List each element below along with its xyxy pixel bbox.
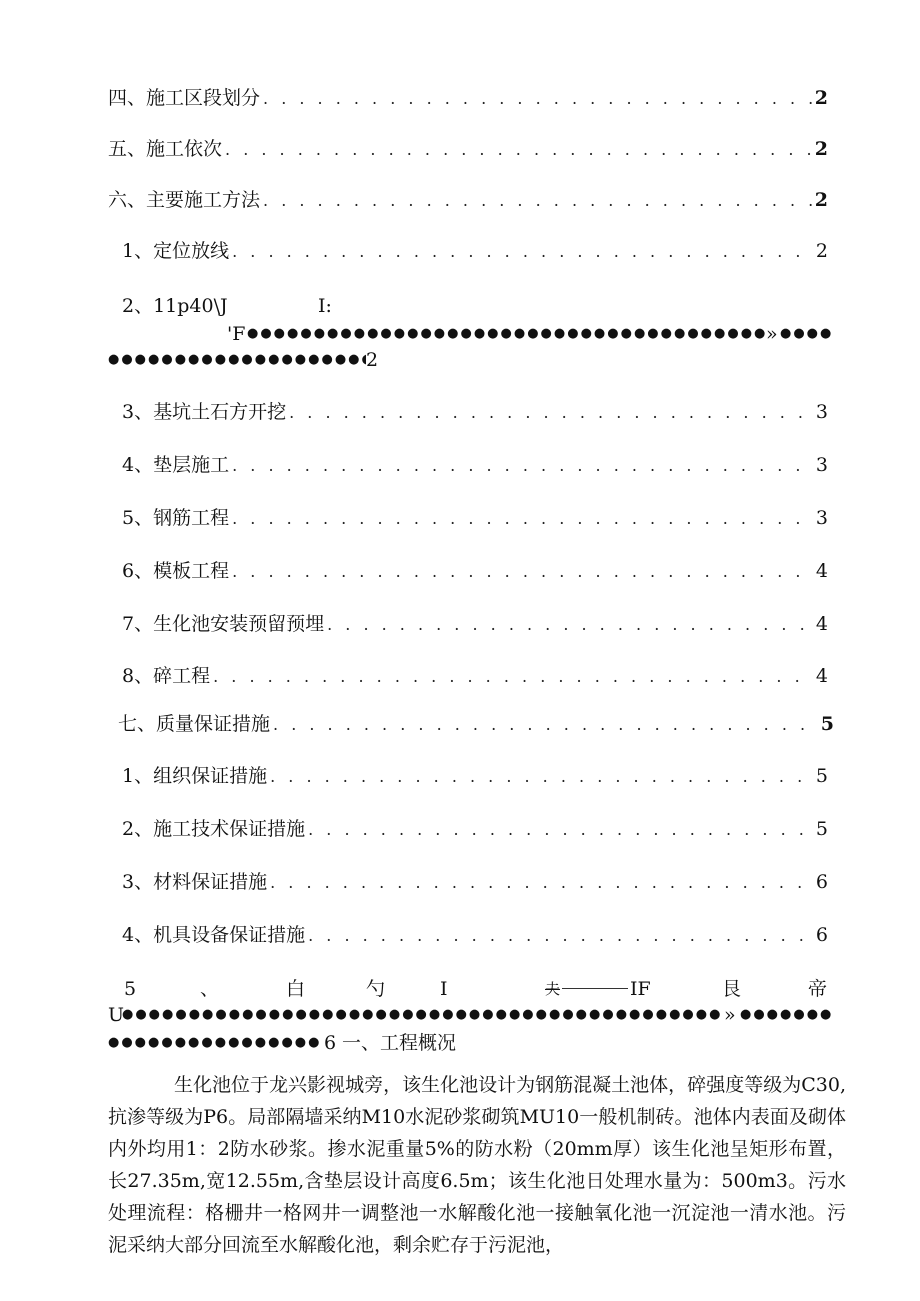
section-heading: 一、工程概况 — [342, 1032, 457, 1054]
toc-title: 3、材料保证措施 — [122, 871, 268, 893]
garbled-char: 帝 — [808, 978, 828, 1000]
bullet-leader — [122, 1005, 722, 1025]
dot-leader — [289, 400, 814, 426]
toc-entry-section-6[interactable] — [108, 187, 828, 214]
toc-title: 1、定位放线 — [122, 240, 230, 262]
toc-title: 1、组织保证措施 — [122, 765, 268, 787]
dot-leader — [270, 870, 814, 896]
toc-title: 8、碎工程 — [122, 665, 211, 687]
bullet-leader — [108, 350, 366, 370]
toc-page-number: 5 — [815, 818, 828, 840]
garbled-char: 5 — [124, 978, 137, 1000]
bullet-leader — [740, 1005, 832, 1025]
dot-leader — [308, 923, 814, 949]
toc-page-number: 3 — [815, 507, 828, 529]
toc-page-number: 2 — [814, 138, 828, 160]
toc-page-number: 2 — [814, 87, 828, 109]
toc-entry-6-2-mark: » — [766, 323, 778, 345]
dot-leader — [270, 764, 814, 790]
toc-page-number: 4 — [815, 613, 828, 635]
bullet-leader — [247, 324, 767, 344]
toc-page-number: 4 — [815, 665, 828, 687]
toc-page-number: 2 — [815, 240, 828, 262]
toc-title: 七、质量保证措施 — [118, 713, 271, 735]
toc-entry-6-1[interactable] — [122, 238, 828, 265]
toc-title: 6、模板工程 — [122, 560, 230, 582]
bullet-leader — [108, 1033, 320, 1053]
garbled-char: 白 — [286, 978, 306, 1000]
toc-entry-6-4[interactable] — [122, 452, 828, 479]
toc-title: 四、施工区段划分 — [108, 87, 261, 109]
dot-leader — [263, 188, 813, 214]
garbled-char: I — [440, 978, 448, 1000]
toc-entry-6-2-line2-prefix: 'F — [227, 323, 246, 345]
toc-title: 4、垫层施工 — [122, 454, 230, 476]
toc-title: 五、施工依次 — [108, 138, 223, 160]
dot-leader — [327, 612, 814, 638]
toc-entry-section-5[interactable] — [108, 136, 828, 163]
strike-line — [562, 988, 628, 989]
dot-leader — [263, 86, 813, 112]
garbled-char: 、 — [200, 978, 220, 1000]
dot-leader — [308, 817, 814, 843]
toc-entry-section-7[interactable] — [118, 711, 834, 738]
toc-entry-6-3[interactable] — [122, 399, 828, 426]
dot-leader — [232, 239, 814, 265]
dot-leader — [232, 559, 814, 585]
toc-entry-section-4[interactable] — [108, 85, 828, 112]
toc-entry-7-1[interactable] — [122, 763, 828, 790]
toc-entry-7-5-line2-prefix: U — [108, 1004, 125, 1026]
toc-entry-7-2[interactable] — [122, 816, 828, 843]
toc-entry-6-2-line1-fragment: I: — [318, 295, 332, 317]
dot-leader — [232, 453, 814, 479]
toc-title: 3、基坑土石方开挖 — [122, 401, 287, 423]
toc-page-number: 5 — [820, 713, 834, 735]
toc-page-number: 3 — [815, 454, 828, 476]
paragraph-text: 生化池位于龙兴影视城旁，该生化池设计为钢筋混凝土池体，碎强度等级为C30,抗渗等级为P6。局部隔墙采纳M10水泥砂浆砌筑MU10一般机制砖。池体内表面及砌体内外均用1：2防水砂浆。掺水泥重量5%的防水粉（20mm厚）该生化池呈矩形布置，长27.35m,宽12.55m,含垫层设计高度6.5m；该生化池日处理水量为：500m3。污水处理流程：格栅井一格网井一调整池一水解酸化池一接触氧化池一沉淀池一清水池。污泥采纳大部分回流至水解酸化池，剩余贮存于污泥池， — [108, 1074, 846, 1256]
toc-title: 2、施工技术保证措施 — [122, 818, 306, 840]
toc-entry-6-7[interactable] — [122, 611, 828, 638]
garbled-char: 勺 — [366, 978, 386, 1000]
toc-title: 5、钢筋工程 — [122, 507, 230, 529]
toc-entry-6-8[interactable] — [122, 663, 828, 690]
toc-entry-7-4[interactable] — [122, 922, 828, 949]
toc-page-number: 6 — [815, 871, 828, 893]
garbled-char: 艮 — [722, 978, 742, 1000]
toc-entry-7-5-mark: » — [724, 1004, 736, 1026]
toc-page-number: 6 — [324, 1032, 337, 1054]
dot-leader — [213, 664, 814, 690]
body-paragraph — [108, 1069, 846, 1261]
toc-title: 7、生化池安装预留预埋 — [122, 613, 325, 635]
garbled-char-struck: 夫 — [545, 980, 561, 998]
toc-title: 六、主要施工方法 — [108, 189, 261, 211]
dot-leader — [232, 506, 814, 532]
toc-entry-7-3[interactable] — [122, 869, 828, 896]
toc-page-number: 3 — [815, 401, 828, 423]
dot-leader — [273, 712, 819, 738]
toc-page-number: 6 — [815, 924, 828, 946]
toc-title: 4、机具设备保证措施 — [122, 924, 306, 946]
toc-page-number: 4 — [815, 560, 828, 582]
dot-leader — [225, 137, 813, 163]
bullet-leader — [780, 324, 832, 344]
toc-page-number: 2 — [366, 349, 379, 371]
toc-entry-6-2-line1: 2、11p40\J — [122, 295, 228, 317]
garbled-char: IF — [630, 978, 651, 1000]
toc-page-number: 2 — [814, 189, 828, 211]
toc-entry-6-5[interactable] — [122, 505, 828, 532]
toc-page-number: 5 — [815, 765, 828, 787]
toc-entry-6-6[interactable] — [122, 558, 828, 585]
